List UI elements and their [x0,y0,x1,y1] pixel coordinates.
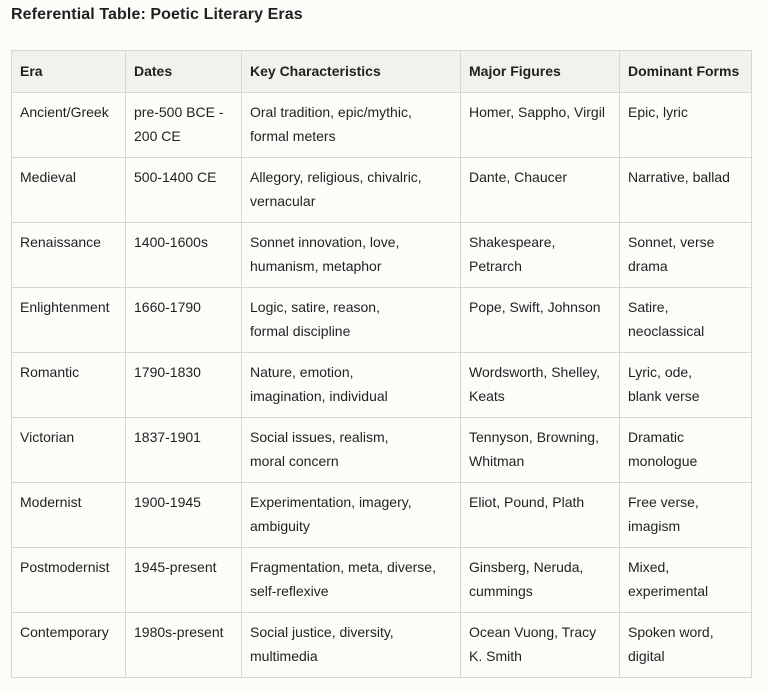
cell-key-characteristics-line: Fragmentation, meta, diverse, [250,559,436,575]
cell-era [12,613,126,678]
cell-dates-line: pre-500 BCE - [134,104,224,120]
table-row [12,158,752,223]
column-header-key-characteristics: Key Characteristics [242,51,461,93]
cell-key-characteristics-line: Experimentation, imagery, [250,494,412,510]
cell-era [12,158,126,223]
cell-dominant-forms-line: Lyric, ode, [628,364,693,380]
column-header-dates: Dates [126,51,242,93]
cell-era-line: Romantic [20,364,80,380]
cell-key-characteristics-line: vernacular [250,193,316,209]
cell-dates-line: 1900-1945 [134,494,201,510]
cell-key-characteristics-line: Allegory, religious, chivalric, [250,169,422,185]
cell-major-figures-line: Tennyson, Browning, [469,429,599,445]
cell-key-characteristics [242,158,461,223]
cell-key-characteristics-line: formal meters [250,128,336,144]
cell-dates [126,483,242,548]
cell-key-characteristics [242,223,461,288]
cell-dominant-forms [620,158,752,223]
cell-major-figures-line: Homer, Sappho, Virgil [469,104,605,120]
cell-era [12,223,126,288]
cell-dominant-forms-line: blank verse [628,388,700,404]
cell-major-figures-line: Whitman [469,453,525,469]
table-row [12,613,752,678]
cell-major-figures-line: K. Smith [469,648,522,664]
column-header-major-figures: Major Figures [461,51,620,93]
cell-era-line: Enlightenment [20,299,110,315]
cell-dates-line: 1945-present [134,559,217,575]
cell-era-line: Contemporary [20,624,109,640]
column-header-dominant-forms: Dominant Forms [620,51,752,93]
cell-dominant-forms [620,548,752,613]
cell-era [12,93,126,158]
cell-major-figures [461,223,620,288]
cell-era [12,548,126,613]
cell-dominant-forms [620,418,752,483]
cell-dates-line: 1400-1600s [134,234,208,250]
cell-key-characteristics-line: Logic, satire, reason, [250,299,380,315]
cell-dominant-forms [620,223,752,288]
cell-dominant-forms-line: neoclassical [628,323,705,339]
cell-dominant-forms-line: imagism [628,518,681,534]
cell-key-characteristics-line: self-reflexive [250,583,329,599]
cell-era-line: Modernist [20,494,82,510]
cell-dates [126,93,242,158]
cell-dates-line: 200 CE [134,128,181,144]
cell-major-figures [461,613,620,678]
cell-dominant-forms-line: digital [628,648,665,664]
cell-era [12,353,126,418]
cell-major-figures-line: Wordsworth, Shelley, [469,364,600,380]
cell-dates [126,613,242,678]
table-row [12,288,752,353]
cell-dominant-forms [620,613,752,678]
cell-key-characteristics-line: multimedia [250,648,318,664]
cell-major-figures-line: Petrarch [469,258,522,274]
cell-major-figures [461,418,620,483]
cell-dominant-forms [620,353,752,418]
cell-major-figures-line: Eliot, Pound, Plath [469,494,585,510]
table-row [12,353,752,418]
cell-key-characteristics-line: formal discipline [250,323,351,339]
cell-dominant-forms [620,93,752,158]
cell-major-figures-line: Dante, Chaucer [469,169,568,185]
cell-dates-line: 1980s-present [134,624,224,640]
cell-dominant-forms-line: Sonnet, verse [628,234,715,250]
table-row [12,548,752,613]
cell-dates-line: 1790-1830 [134,364,201,380]
cell-key-characteristics-line: Social issues, realism, [250,429,389,445]
cell-dominant-forms [620,288,752,353]
cell-dates-line: 500-1400 CE [134,169,217,185]
cell-key-characteristics [242,483,461,548]
cell-major-figures-line: Shakespeare, [469,234,556,250]
cell-dates [126,353,242,418]
cell-dominant-forms-line: monologue [628,453,698,469]
cell-dominant-forms-line: Epic, lyric [628,104,688,120]
cell-dominant-forms [620,483,752,548]
cell-key-characteristics-line: humanism, metaphor [250,258,382,274]
cell-dominant-forms-line: experimental [628,583,709,599]
cell-key-characteristics [242,418,461,483]
cell-dominant-forms-line: drama [628,258,668,274]
literary-eras-table [11,50,752,678]
cell-major-figures [461,548,620,613]
cell-era-line: Medieval [20,169,77,185]
cell-dominant-forms-line: Mixed, [628,559,670,575]
cell-era [12,483,126,548]
cell-major-figures [461,93,620,158]
cell-era-line: Victorian [20,429,75,445]
page-title: Referential Table: Poetic Literary Eras [11,6,303,23]
table-row [12,93,752,158]
table-header-row [12,51,752,93]
cell-key-characteristics [242,288,461,353]
cell-dates [126,223,242,288]
cell-major-figures-line: cummings [469,583,533,599]
cell-era [12,288,126,353]
cell-dominant-forms-line: Free verse, [628,494,699,510]
column-header-era: Era [12,51,126,93]
cell-dates-line: 1660-1790 [134,299,201,315]
cell-major-figures-line: Ginsberg, Neruda, [469,559,584,575]
cell-era-line: Ancient/Greek [20,104,109,120]
cell-major-figures-line: Pope, Swift, Johnson [469,299,601,315]
cell-era-line: Postmodernist [20,559,110,575]
cell-era [12,418,126,483]
cell-dates [126,548,242,613]
table-row [12,483,752,548]
cell-major-figures [461,158,620,223]
cell-major-figures-line: Keats [469,388,505,404]
cell-era-line: Renaissance [20,234,101,250]
cell-key-characteristics-line: moral concern [250,453,339,469]
cell-key-characteristics-line: ambiguity [250,518,310,534]
cell-key-characteristics [242,548,461,613]
cell-key-characteristics [242,93,461,158]
cell-dominant-forms-line: Satire, [628,299,669,315]
cell-major-figures [461,288,620,353]
cell-major-figures [461,483,620,548]
cell-key-characteristics-line: Sonnet innovation, love, [250,234,400,250]
cell-key-characteristics-line: imagination, individual [250,388,388,404]
cell-dominant-forms-line: Dramatic [628,429,685,445]
cell-dominant-forms-line: Narrative, ballad [628,169,730,185]
cell-key-characteristics-line: Nature, emotion, [250,364,354,380]
cell-dominant-forms-line: Spoken word, [628,624,714,640]
table-row [12,418,752,483]
cell-key-characteristics-line: Oral tradition, epic/mythic, [250,104,412,120]
cell-dates [126,418,242,483]
cell-major-figures [461,353,620,418]
cell-dates-line: 1837-1901 [134,429,201,445]
cell-key-characteristics-line: Social justice, diversity, [250,624,394,640]
cell-major-figures-line: Ocean Vuong, Tracy [469,624,597,640]
cell-dates [126,288,242,353]
cell-key-characteristics [242,613,461,678]
cell-dates [126,158,242,223]
table-row [12,223,752,288]
cell-key-characteristics [242,353,461,418]
